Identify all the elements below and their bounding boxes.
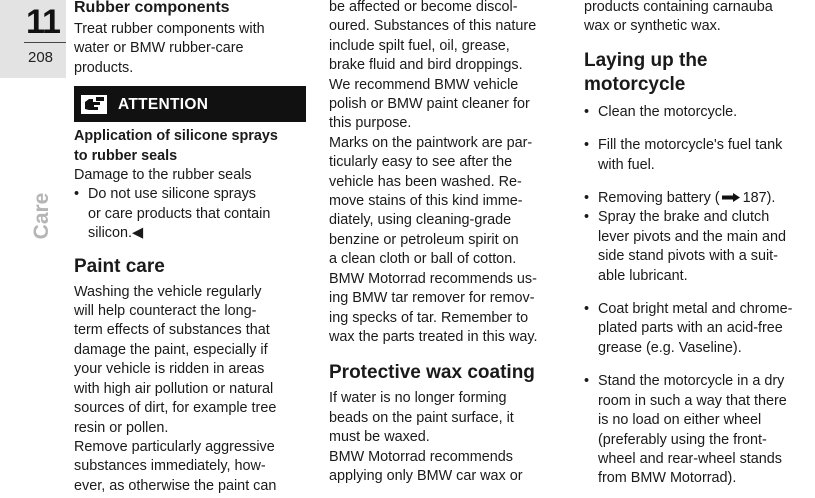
warning-title: to rubber seals [74, 147, 178, 164]
text-line: damage the paint, especially if [74, 341, 268, 358]
text-line: this purpose. [329, 115, 412, 132]
section-label-box [30, 186, 54, 246]
text-line: oured. Substances of this nature [329, 18, 537, 35]
text-line: will help counteract the long- [74, 303, 257, 320]
text-line: products containing carnauba [584, 0, 773, 15]
text-line: is no load on either wheel [598, 412, 762, 429]
text-line: lever pivots and the main and [598, 228, 786, 245]
wax-text [329, 389, 569, 486]
column-1 [74, 0, 306, 496]
text-line: resin or pollen. [74, 419, 169, 436]
text-line: with high air pollution or natural [74, 380, 274, 397]
warning-title: Application of silicone sprays [74, 128, 278, 145]
paint-heading: Paint care [74, 255, 165, 277]
layup-bullet-clean [584, 103, 815, 122]
text-line: substances immediately, how- [74, 458, 266, 475]
wax-text-cont [584, 0, 815, 37]
text-line: side stand pivots with a suit- [598, 248, 778, 265]
column-2 [329, 0, 569, 486]
heading-line: Laying up the [584, 49, 708, 71]
text-line: a clean cloth or ball of cotton. [329, 251, 517, 268]
page-reference[interactable]: 187 [742, 190, 767, 207]
hand-warning-icon [80, 92, 108, 116]
text-line: wheel and rear-wheel stands [598, 450, 782, 467]
text-line: Clean the motorcycle. [598, 103, 738, 120]
text-line: your vehicle is ridden in areas [74, 361, 265, 378]
text-line: polish or BMW paint cleaner for [329, 96, 530, 113]
text-line: ing BMW tar remover for remov- [329, 290, 535, 307]
text-line: wax or synthetic wax. [584, 18, 721, 35]
text-line: vehicle has been washed. Re- [329, 173, 522, 190]
bullet-mark: • [74, 186, 80, 203]
page-number: 208 [28, 49, 54, 66]
text-line: Marks on the paintwork are par- [329, 134, 533, 151]
text-line: include spilt fuel, oil, grease, [329, 37, 510, 54]
bullet-mark: • [584, 137, 590, 154]
text-line: sources of dirt, for example tree [74, 400, 277, 417]
text-line: ing specks of tar. Remember to [329, 309, 529, 326]
text-line: (preferably using the front- [598, 431, 767, 448]
text-line: Washing the vehicle regularly [74, 283, 262, 300]
rubber-intro [74, 20, 306, 78]
chapter-number: 11 [26, 3, 60, 41]
warning-text: Damage to the rubber seals [74, 167, 252, 184]
bullet-mark: • [584, 209, 590, 226]
text-line: benzine or petroleum spirit on [329, 231, 519, 248]
text-line: Do not use silicone sprays [88, 186, 256, 203]
paint-text [74, 283, 306, 496]
warning-bullet [74, 185, 306, 243]
text-line: ticularly easy to see after the [329, 154, 513, 171]
text-line: with fuel. [598, 156, 655, 173]
attention-label: ATTENTION [118, 95, 209, 113]
text-line: We recommend BMW vehicle [329, 76, 519, 93]
attention-banner [74, 86, 306, 122]
text-line: water or BMW rubber-care [74, 40, 244, 57]
bullet-mark: • [584, 373, 590, 390]
text-line: brake fluid and bird droppings. [329, 57, 523, 74]
bullet-mark: • [584, 190, 590, 207]
text-line: term effects of substances that [74, 322, 270, 339]
layup-heading [584, 49, 815, 97]
text-line: grease (e.g. Vaseline). [598, 339, 742, 356]
battery-line [598, 189, 815, 208]
rubber-heading: Rubber components [74, 0, 230, 16]
chapter-tab [0, 0, 66, 78]
text-line: Coat bright metal and chrome- [598, 301, 793, 318]
text-line: Remove particularly aggressive [74, 438, 275, 455]
chapter-sidebar [0, 0, 66, 498]
text-line: be affected or become discol- [329, 0, 518, 15]
text-line: Treat rubber components with [74, 21, 265, 37]
text-line: If water is no longer forming [329, 390, 507, 407]
paint-text-cont [329, 0, 569, 347]
text-line: BMW Motorrad recommends [329, 448, 513, 465]
text-line: plated parts with an acid-free [598, 320, 783, 337]
layup-bullet-battery [584, 189, 815, 208]
chapter-divider [24, 42, 66, 43]
text-line: from BMW Motorrad). [598, 470, 737, 487]
heading-line: motorcycle [584, 73, 686, 95]
text-line: beads on the paint surface, it [329, 409, 514, 426]
text-line: applying only BMW car wax or [329, 467, 523, 484]
text-line: products. [74, 59, 134, 76]
text-line: room in such a way that there [598, 392, 787, 409]
wax-heading: Protective wax coating [329, 362, 535, 384]
text-line: BMW Motorrad recommends us- [329, 270, 537, 287]
text-line: move stains of this kind imme- [329, 193, 523, 210]
text-line: or care products that contain [88, 205, 271, 222]
bullet-mark: • [584, 301, 590, 318]
text-line: must be waxed. [329, 429, 430, 446]
text-fragment: ). [766, 190, 776, 207]
text-line: ever, as otherwise the paint can [74, 477, 277, 494]
text-line: Spray the brake and clutch [598, 209, 770, 226]
text-fragment: Removing battery ( [598, 190, 720, 207]
text-line: wax the parts treated in this way. [329, 328, 538, 345]
text-line: Stand the motorcycle in a dry [598, 373, 785, 390]
text-line: silicon.◀ [88, 225, 144, 242]
section-label: Care [30, 192, 53, 240]
column-3 [584, 0, 815, 489]
page-reference-arrow-icon [722, 193, 740, 202]
layup-bullet-grease [584, 300, 815, 358]
layup-bullet-fuel [584, 136, 815, 175]
text-line: diately, using cleaning-grade [329, 212, 512, 229]
layup-bullet-stand [584, 372, 815, 488]
text-line: Fill the motorcycle's fuel tank [598, 137, 783, 154]
layup-bullet-lubricate [584, 208, 815, 286]
bullet-mark: • [584, 103, 590, 120]
text-line: able lubricant. [598, 267, 688, 284]
